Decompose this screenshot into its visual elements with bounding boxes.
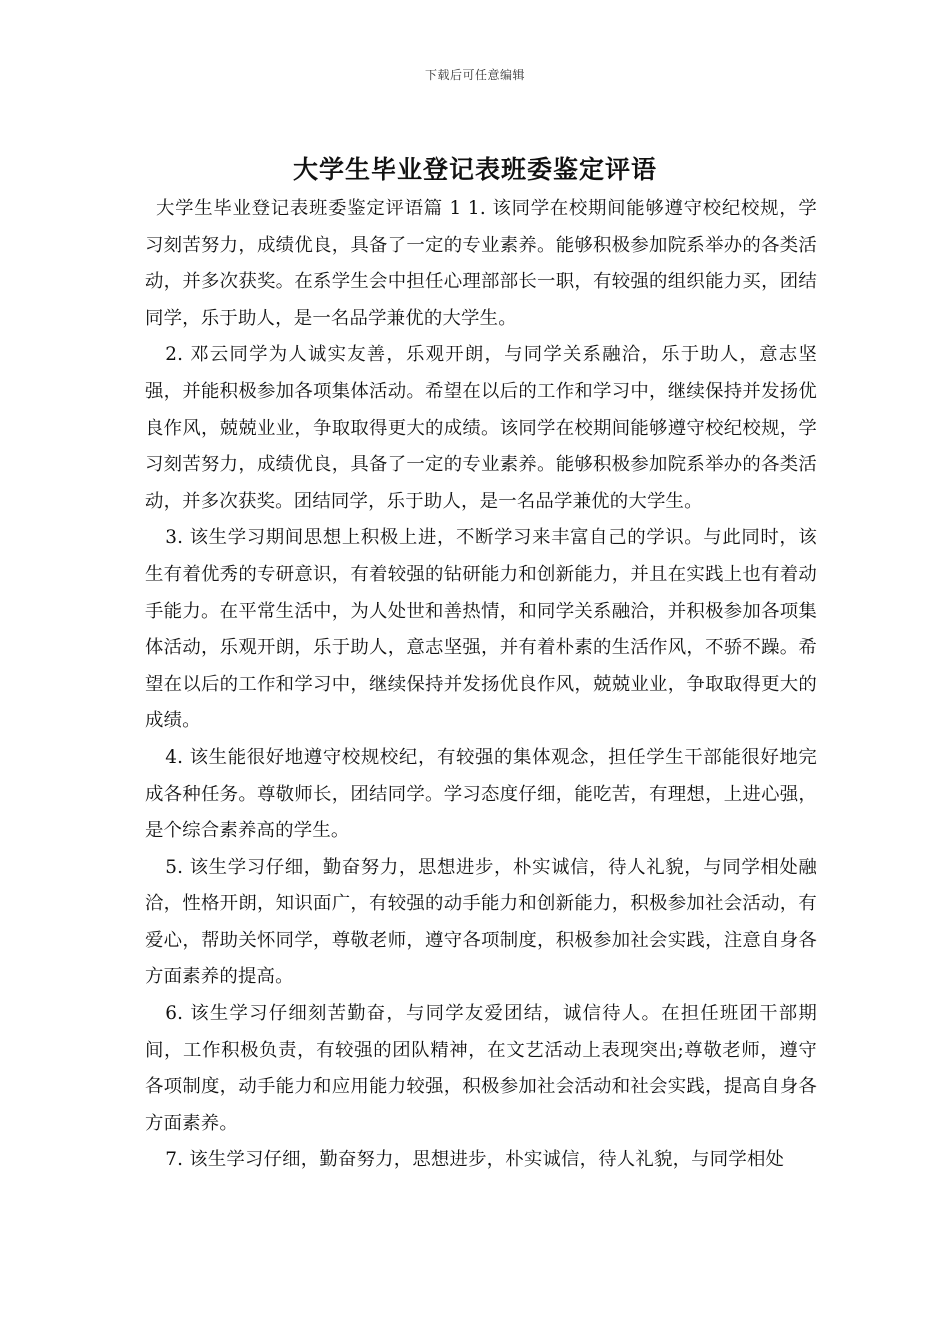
paragraph-5: 5. 该生学习仔细，勤奋努力，思想进步，朴实诚信，待人礼貌，与同学相处融洽，性格开朗，知识面广，有较强的动手能力和创新能力，积极参加社会活动，有爱心，帮助关怀同学，尊敬老师，遵守各项制度，积极参加社会实践，注意自身各方面素养的提高。	[145, 856, 817, 988]
paragraph-2: 2. 邓云同学为人诚实友善，乐观开朗，与同学关系融洽，乐于助人，意志坚强，并能积极参加各项集体活动。希望在以后的工作和学习中，继续保持并发扬优良作风，兢兢业业，争取取得更大的成绩。该同学在校期间能够遵守校纪校规，学习刻苦努力，成绩优良，具备了一定的专业素养。能够积极参加院系举办的各类活动，并多次获奖。团结同学，乐于助人，是一名品学兼优的大学生。	[145, 344, 817, 512]
paragraph-6: 6. 该生学习仔细刻苦勤奋，与同学友爱团结，诚信待人。在担任班团干部期间，工作积极负责，有较强的团队精神，在文艺活动上表现突出;尊敬老师，遵守各项制度，动手能力和应用能力较强，积极参加社会活动和社会实践，提高自身各方面素养。	[145, 1003, 817, 1134]
paragraph-4: 4. 该生能很好地遵守校规校纪，有较强的集体观念，担任学生干部能很好地完成各种任务。尊敬师长，团结同学。学习态度仔细，能吃苦，有理想，上进心强，是个综合素养高的学生。	[145, 746, 817, 842]
document-title: 大学生毕业登记表班委鉴定评语	[292, 155, 657, 184]
paragraph-3: 3. 该生学习期间思想上积极上进，不断学习来丰富自己的学识。与此同时，该生有着优秀的专研意识，有着较强的钻研能力和创新能力，并且在实践上也有着动手能力。在平常生活中，为人处世和善热情，和同学关系融洽，并积极参加各项集体活动，乐观开朗，乐于助人，意志坚强，并有着朴素的生活作风，不骄不躁。希望在以后的工作和学习中，继续保持并发扬优良作风，兢兢业业，争取取得更大的成绩。	[145, 527, 817, 732]
header-note: 下载后可任意编辑	[424, 68, 525, 82]
paragraph-7: 7. 该生学习仔细，勤奋努力，思想进步，朴实诚信，待人礼貌，与同学相处	[165, 1149, 785, 1171]
document-body	[145, 191, 817, 1179]
paragraph-1: 大学生毕业登记表班委鉴定评语篇 1 1. 该同学在校期间能够遵守校纪校规，学习刻苦努力，成绩优良，具备了一定的专业素养。能够积极参加院系举办的各类活动，并多次获奖。在系学生会中担任心理部部长一职，有较强的组织能力买，团结同学，乐于助人，是一名品学兼优的大学生。	[145, 198, 817, 329]
